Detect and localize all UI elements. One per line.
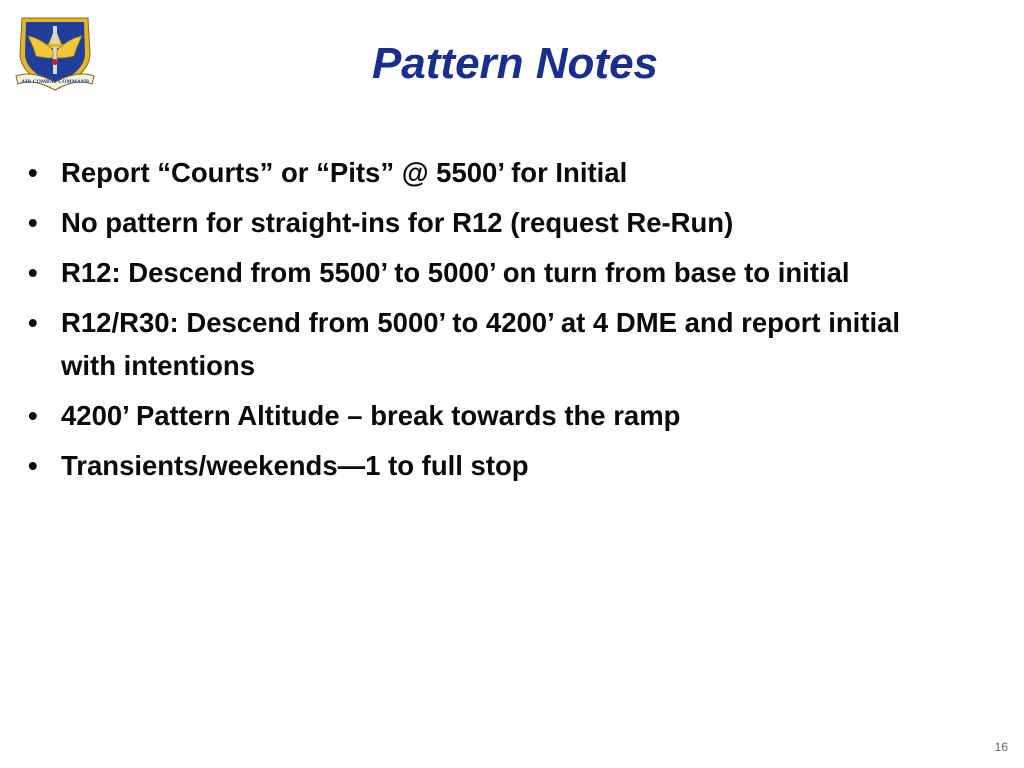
bullet-text: Report “Courts” or “Pits” @ 5500’ for Initial xyxy=(61,157,628,188)
bullet-item xyxy=(28,151,958,194)
bullet-text: Transients/weekends—1 to full stop xyxy=(61,450,529,481)
bullet-marker: • xyxy=(28,257,38,288)
page-number: 16 xyxy=(994,740,1008,754)
bullet-item xyxy=(28,201,958,244)
bullet-list xyxy=(28,151,958,494)
bullet-item xyxy=(28,444,958,487)
bullet-text: R12/R30: Descend from 5000’ to 4200’ at 4 DME and report initial with intentions xyxy=(61,307,901,381)
svg-text:AIR COMBAT COMMAND: AIR COMBAT COMMAND xyxy=(21,79,89,85)
bullet-marker: • xyxy=(28,207,38,238)
bullet-marker: • xyxy=(28,400,38,431)
bullet-text: No pattern for straight-ins for R12 (request Re-Run) xyxy=(61,207,734,238)
bullet-item xyxy=(28,251,958,294)
bullet-text: R12: Descend from 5500’ to 5000’ on turn from base to initial xyxy=(61,257,850,288)
bullet-marker: • xyxy=(28,450,38,481)
bullet-marker: • xyxy=(28,307,38,338)
slide-title: Pattern Notes xyxy=(371,39,659,88)
bullet-marker: • xyxy=(28,157,38,188)
bullet-item xyxy=(28,394,958,437)
bullet-item xyxy=(28,301,958,387)
bullet-text: 4200’ Pattern Altitude – break towards the ramp xyxy=(61,400,681,431)
